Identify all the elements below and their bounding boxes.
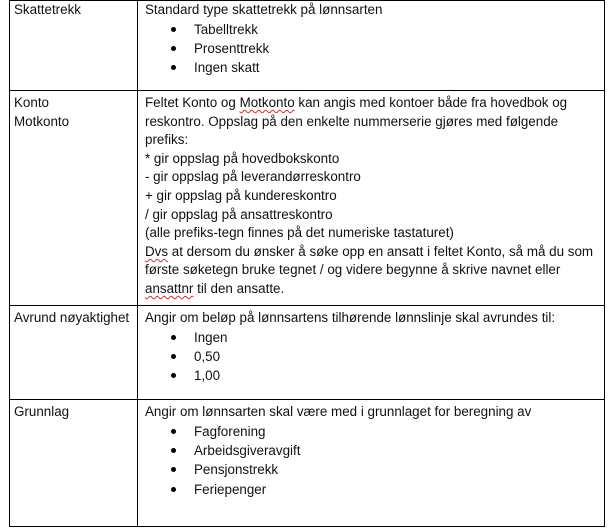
bullet-icon bbox=[171, 27, 176, 32]
list-item bbox=[168, 20, 598, 39]
bullet-icon bbox=[171, 373, 176, 378]
text-run: at dersom du ønsker å søke opp en ansatt i feltet Konto, så må du som første søketegn bruke tegnet / og videre begynne å skrive navnet eller bbox=[145, 243, 594, 278]
description-intro: Angir om beløp på lønnsartens tilhørende lønnslinje skal avrundes til: bbox=[145, 310, 556, 325]
description-cell bbox=[138, 1, 605, 91]
row-avrund bbox=[10, 306, 605, 400]
list-item-text: Prosenttrekk bbox=[194, 41, 270, 56]
list-item-text: 0,50 bbox=[194, 349, 221, 364]
description-intro bbox=[145, 91, 598, 150]
label-cell bbox=[10, 1, 138, 91]
label-cell bbox=[10, 306, 138, 400]
search-explanation bbox=[145, 243, 598, 299]
bullet-icon bbox=[171, 487, 176, 492]
prefix-line: / gir oppslag på ansattreskontro bbox=[145, 206, 333, 222]
text-run-misspelled: ansattnr bbox=[145, 280, 194, 296]
bullet-icon bbox=[171, 46, 176, 51]
list-item bbox=[168, 347, 598, 366]
list-item bbox=[168, 58, 598, 77]
prefix-line: + gir oppslag på kundereskontro bbox=[145, 187, 337, 203]
field-label: Grunnlag bbox=[14, 404, 70, 419]
description-cell bbox=[138, 91, 605, 306]
text-run-misspelled: Dvs bbox=[145, 243, 169, 259]
list-item bbox=[168, 441, 598, 460]
bullet-icon bbox=[171, 65, 176, 70]
prefix-note: (alle prefiks-tegn finnes på det numeriske tastaturet) bbox=[145, 225, 454, 241]
description-intro: Standard type skattetrekk på lønnsarten bbox=[145, 2, 383, 17]
label-cell bbox=[10, 91, 138, 306]
list-item bbox=[168, 39, 598, 58]
row-grunnlag bbox=[10, 400, 605, 527]
row-konto bbox=[10, 91, 605, 306]
field-label: Avrund nøyaktighet bbox=[14, 310, 130, 325]
list-item-text: Ingen skatt bbox=[194, 60, 260, 76]
list-item-text: Ingen bbox=[194, 329, 228, 345]
bullet-icon bbox=[171, 429, 176, 434]
bullet-icon bbox=[171, 448, 176, 453]
list-item-text: 1,00 bbox=[194, 368, 221, 384]
list-item bbox=[168, 422, 598, 441]
bullet-list bbox=[145, 422, 598, 500]
field-description-table bbox=[9, 0, 605, 527]
prefix-line: - gir oppslag på leverandørreskontro bbox=[145, 169, 361, 185]
list-item-text: Feriepenger bbox=[194, 481, 267, 497]
bullet-icon bbox=[171, 354, 176, 359]
bullet-icon bbox=[171, 467, 176, 472]
text-run: til den ansatte. bbox=[193, 280, 285, 296]
description-intro: Angir om lønnsarten skal være med i grunnlaget for beregning av bbox=[145, 404, 532, 419]
row-skattetrekk bbox=[10, 1, 605, 91]
list-item bbox=[168, 480, 598, 499]
list-item bbox=[168, 366, 598, 385]
field-label: Motkonto bbox=[14, 113, 70, 129]
list-item-text: Tabelltrekk bbox=[194, 21, 259, 37]
list-item-text: Pensjonstrekk bbox=[194, 462, 279, 478]
text-run: kan angis med kontoer både fra hovedbok og reskontro. Oppslag på den enkelte nummerserie gjøres med følgende prefiks: bbox=[145, 95, 568, 148]
list-item bbox=[168, 460, 598, 479]
bullet-icon bbox=[171, 335, 176, 340]
description-cell bbox=[138, 306, 605, 400]
text-run: Feltet Konto og bbox=[145, 95, 236, 110]
field-label: Skattetrekk bbox=[14, 2, 81, 17]
field-label: Konto bbox=[14, 95, 49, 110]
bullet-list bbox=[145, 20, 598, 78]
bullet-list bbox=[145, 328, 598, 386]
list-item bbox=[168, 328, 598, 347]
prefix-line: * gir oppslag på hovedbokskonto bbox=[145, 150, 340, 166]
text-run-misspelled: Motkonto bbox=[239, 95, 295, 110]
label-cell bbox=[10, 400, 138, 527]
list-item-text: Fagforening bbox=[194, 423, 266, 439]
description-cell bbox=[138, 400, 605, 527]
list-item-text: Arbeidsgiveravgift bbox=[194, 443, 301, 458]
